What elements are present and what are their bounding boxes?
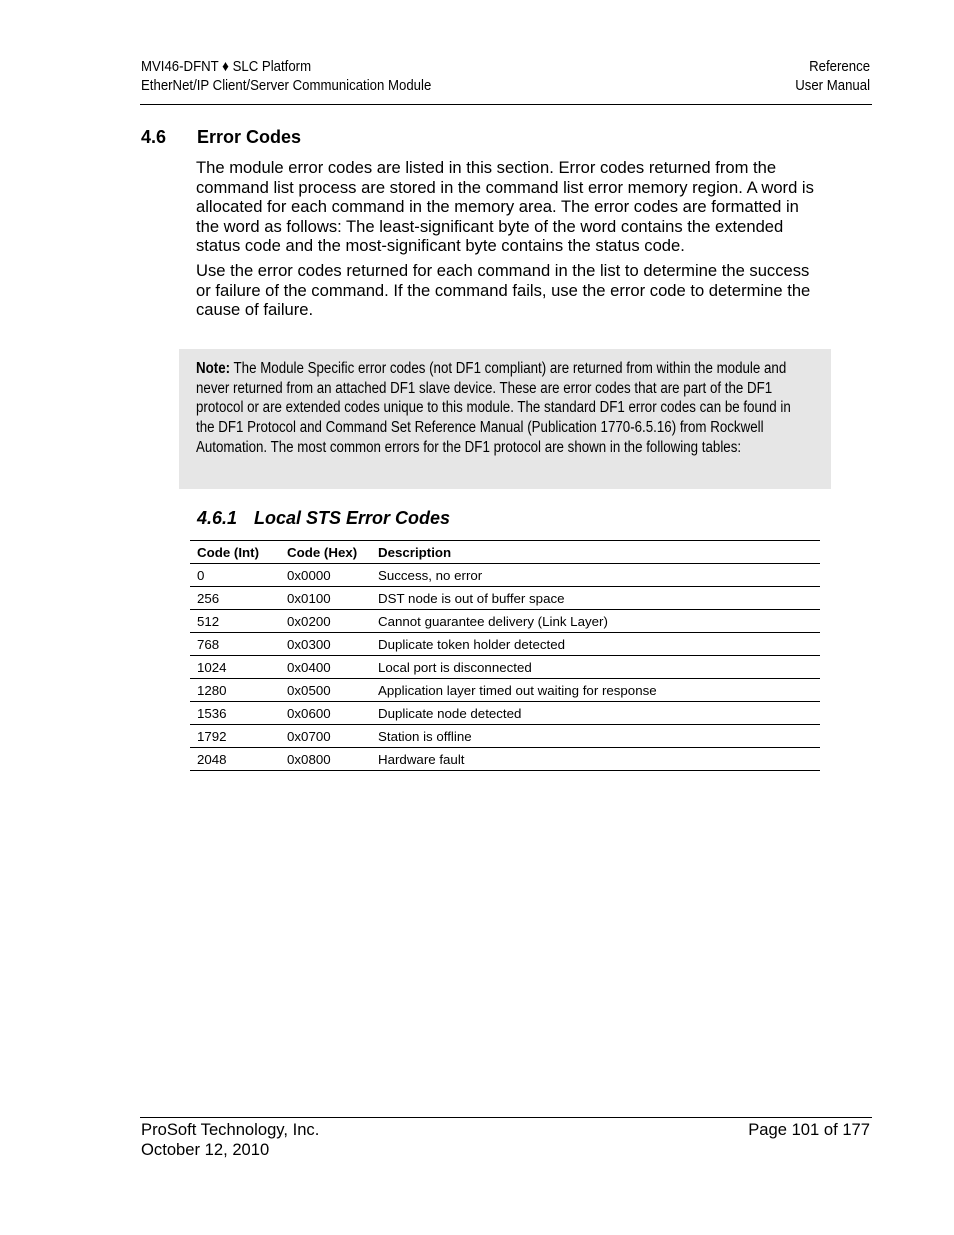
table-row: [190, 656, 820, 679]
cell-description: Station is offline: [371, 725, 820, 748]
cell-code-hex: 0x0400: [280, 656, 371, 679]
cell-code-hex: 0x0200: [280, 610, 371, 633]
cell-code-int: 1536: [190, 702, 280, 725]
cell-code-int: 1792: [190, 725, 280, 748]
column-header-code-int: Code (Int): [190, 541, 280, 564]
table-row: [190, 564, 820, 587]
cell-code-int: 256: [190, 587, 280, 610]
footer-divider: [140, 1117, 872, 1118]
note-label: Note:: [196, 360, 231, 377]
table-row: [190, 748, 820, 771]
paragraph-usage: Use the error codes returned for each command in the list to determine the success or failure of the command. If the command fails, use the error code to determine the cause of failure.: [196, 261, 811, 320]
table-row: [190, 633, 820, 656]
header-module: EtherNet/IP Client/Server Communication Module: [141, 77, 432, 94]
table-row: [190, 587, 820, 610]
cell-code-hex: 0x0500: [280, 679, 371, 702]
subsection-heading: [197, 507, 450, 529]
cell-code-hex: 0x0000: [280, 564, 371, 587]
cell-description: Application layer timed out waiting for response: [371, 679, 820, 702]
cell-code-hex: 0x0600: [280, 702, 371, 725]
cell-description: Duplicate node detected: [371, 702, 820, 725]
page-header-left: [141, 57, 431, 95]
cell-description: Success, no error: [371, 564, 820, 587]
cell-code-int: 768: [190, 633, 280, 656]
table-row: [190, 610, 820, 633]
cell-code-hex: 0x0300: [280, 633, 371, 656]
page-footer-right: [748, 1120, 870, 1140]
footer-page-number: Page 101 of 177: [748, 1120, 870, 1139]
section-number: 4.6: [141, 127, 167, 147]
cell-description: DST node is out of buffer space: [371, 587, 820, 610]
note-body: The Module Specific error codes (not DF1 compliant) are returned from within the module and never returned from an attached DF1 slave device. These are error codes that are part of the DF1 protocol or are extended codes unique to this module. The standard DF1 error codes can be found in the DF1 Protocol and Command Set Reference Manual (Publication 1770-6.5.16) from Rockwell Automation. The most common errors for the DF1 protocol are shown in the following tables:: [196, 360, 791, 456]
subsection-title: Local STS Error Codes: [254, 508, 451, 528]
table-header-row: [190, 541, 820, 564]
table-row: [190, 679, 820, 702]
cell-code-hex: 0x0100: [280, 587, 371, 610]
table-row: [190, 702, 820, 725]
header-product: MVI46-DFNT ♦ SLC Platform: [141, 58, 312, 75]
cell-code-int: 512: [190, 610, 280, 633]
cell-code-int: 1024: [190, 656, 280, 679]
note-text: [196, 359, 807, 458]
cell-description: Duplicate token holder detected: [371, 633, 820, 656]
header-reference: Reference: [809, 58, 870, 75]
cell-description: Local port is disconnected: [371, 656, 820, 679]
header-divider: [140, 104, 872, 105]
subsection-number: 4.6.1: [197, 508, 238, 528]
cell-description: Cannot guarantee delivery (Link Layer): [371, 610, 820, 633]
cell-description: Hardware fault: [371, 748, 820, 771]
page-header-right: [795, 57, 870, 95]
page-footer-left: [141, 1120, 319, 1159]
cell-code-int: 1280: [190, 679, 280, 702]
column-header-code-hex: Code (Hex): [280, 541, 371, 564]
footer-date: October 12, 2010: [141, 1139, 270, 1159]
note-box: [179, 349, 831, 489]
footer-company: ProSoft Technology, Inc.: [141, 1120, 320, 1139]
cell-code-hex: 0x0800: [280, 748, 371, 771]
cell-code-int: 0: [190, 564, 280, 587]
section-heading: [141, 126, 301, 148]
cell-code-hex: 0x0700: [280, 725, 371, 748]
cell-code-int: 2048: [190, 748, 280, 771]
section-title: Error Codes: [197, 127, 302, 147]
header-manual: User Manual: [795, 77, 870, 94]
paragraph-intro: The module error codes are listed in this section. Error codes returned from the command list process are stored in the command list error memory region. A word is allocated for each command in the memory area. The error codes are formatted in the word as follows: The least-significant byte of the word contains the extended status code and the most-significant byte contains the status code.: [196, 158, 814, 256]
column-header-description: Description: [371, 541, 820, 564]
error-codes-table: [190, 540, 820, 771]
table-row: [190, 725, 820, 748]
